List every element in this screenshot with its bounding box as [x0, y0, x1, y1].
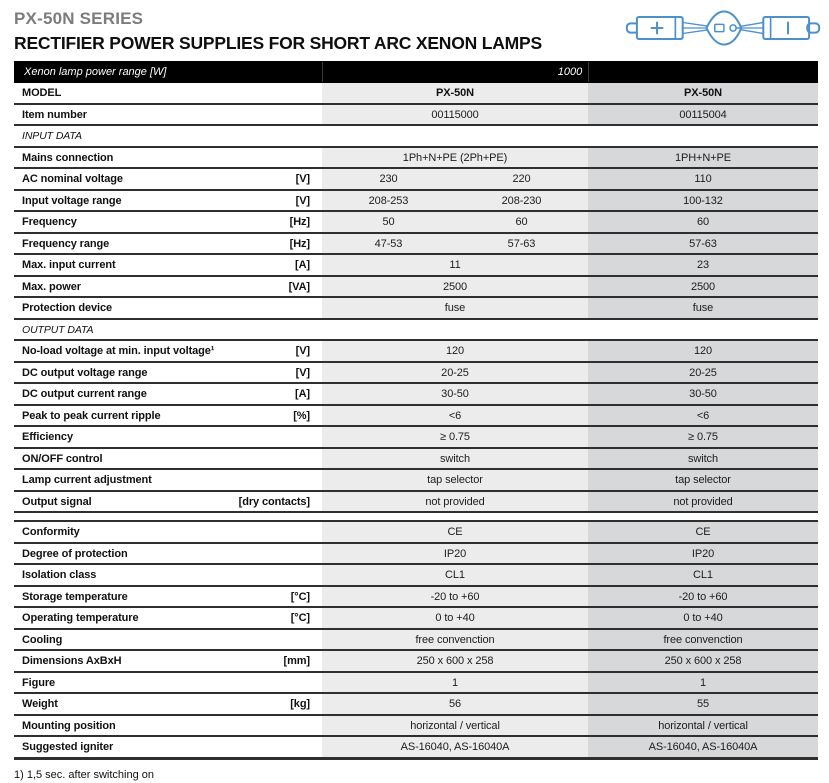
table-row — [14, 212, 818, 234]
row-unit: [A] — [295, 388, 310, 400]
row-header — [14, 587, 322, 607]
power-range-label: Xenon lamp power range [W] — [24, 66, 167, 79]
row-header — [14, 234, 322, 254]
row-unit: [dry contacts] — [238, 495, 310, 508]
table-row — [14, 449, 818, 471]
cell-value: 1 — [322, 673, 588, 693]
table-row — [14, 492, 818, 514]
row-label: ON/OFF control — [22, 452, 103, 465]
footnote: 1) 1,5 sec. after switching on — [14, 768, 155, 781]
cell-value: CE — [322, 522, 588, 542]
table-row — [14, 234, 818, 256]
cell-value: 2500 — [322, 277, 588, 297]
row-label: Output signal — [22, 495, 92, 508]
section-label: OUTPUT DATA — [22, 323, 94, 336]
cell-value: free convenction — [588, 630, 818, 650]
cell-value: 20-25 — [322, 363, 588, 383]
row-label: Storage temperature — [22, 590, 128, 603]
cell-value: AS-16040, AS-16040A — [588, 737, 818, 757]
table-row — [14, 83, 818, 105]
cell-value: 00115000 — [322, 105, 588, 125]
table-row — [14, 587, 818, 609]
cell-value: IP20 — [588, 544, 818, 564]
cell-value: not provided — [322, 492, 588, 512]
power-range-value: 1000 — [557, 66, 583, 79]
row-header — [14, 522, 322, 542]
cell-value: 47-53 — [322, 234, 455, 254]
row-header — [14, 716, 322, 736]
table-row — [14, 565, 818, 587]
cell-value: CE — [588, 522, 818, 542]
table-row — [14, 169, 818, 191]
row-header — [14, 544, 322, 564]
section-row — [14, 126, 818, 148]
table-row — [14, 427, 818, 449]
cell-value: <6 — [588, 406, 818, 426]
cell-value: 208-253 — [322, 191, 455, 211]
cell-value: switch — [588, 449, 818, 469]
row-label: Dimensions AxBxH — [22, 655, 122, 667]
section-row — [14, 320, 818, 342]
table-row — [14, 341, 818, 363]
cell-value: 100-132 — [588, 191, 818, 211]
row-label: Max. input current — [22, 259, 116, 271]
row-unit: [°C] — [290, 612, 310, 624]
row-label: DC output voltage range — [22, 366, 148, 379]
row-header — [14, 277, 322, 297]
row-unit: [mm] — [283, 655, 310, 667]
cell-value: horizontal / vertical — [588, 716, 818, 736]
xenon-lamp-icon — [625, 7, 821, 49]
row-label: Mains connection — [22, 151, 114, 164]
cell-value: ≥ 0.75 — [588, 427, 818, 447]
table-row — [14, 470, 818, 492]
cell-value: CL1 — [588, 565, 818, 585]
cell-value: 250 x 600 x 258 — [588, 651, 818, 671]
row-unit: [Hz] — [289, 216, 310, 228]
table-row — [14, 298, 818, 320]
spec-table — [14, 83, 818, 760]
row-label: Max. power — [22, 280, 81, 293]
row-unit: [%] — [293, 409, 310, 422]
cell-value: AS-16040, AS-16040A — [322, 737, 588, 757]
table-row — [14, 716, 818, 738]
row-header — [14, 651, 322, 671]
row-header — [14, 148, 322, 168]
row-label: Protection device — [22, 302, 112, 314]
row-label: Efficiency — [22, 431, 73, 443]
row-header — [14, 212, 322, 232]
row-label: Degree of protection — [22, 547, 128, 560]
cell-value: 220 — [455, 169, 588, 189]
cell-value: free convenction — [322, 630, 588, 650]
row-label: Conformity — [22, 526, 80, 538]
row-unit: [V] — [295, 345, 310, 357]
row-header — [14, 492, 322, 512]
table-row — [14, 673, 818, 695]
row-unit: [kg] — [290, 698, 310, 710]
row-label: MODEL — [22, 87, 62, 99]
row-header — [14, 105, 322, 125]
row-header — [14, 694, 322, 714]
row-header — [14, 427, 322, 447]
cell-value: 1PH+N+PE — [588, 148, 818, 168]
row-unit: [V] — [295, 194, 310, 207]
table-row — [14, 608, 818, 630]
row-header — [14, 384, 322, 404]
row-label: AC nominal voltage — [22, 173, 123, 185]
cell-value: 56 — [322, 694, 588, 714]
row-header — [14, 737, 322, 757]
cell-value: -20 to +60 — [588, 587, 818, 607]
row-unit: [A] — [295, 259, 310, 271]
cell-value: 30-50 — [322, 384, 588, 404]
cell-value: 11 — [322, 255, 588, 275]
table-row — [14, 191, 818, 213]
row-label: Item number — [22, 108, 87, 121]
row-label: Input voltage range — [22, 194, 122, 207]
cell-value: 1 — [588, 673, 818, 693]
row-unit: [Hz] — [289, 237, 310, 250]
row-unit: [°C] — [290, 590, 310, 603]
cell-value: IP20 — [322, 544, 588, 564]
cell-value: 230 — [322, 169, 455, 189]
cell-value: 57-63 — [455, 234, 588, 254]
cell-value: CL1 — [322, 565, 588, 585]
cell-value: 0 to +40 — [322, 608, 588, 628]
row-unit: [VA] — [288, 280, 310, 293]
cell-value: 110 — [588, 169, 818, 189]
cell-value: ≥ 0.75 — [322, 427, 588, 447]
cell-value: not provided — [588, 492, 818, 512]
row-label: Lamp current adjustment — [22, 474, 152, 486]
table-row — [14, 651, 818, 673]
cell-value: 57-63 — [588, 234, 818, 254]
row-label: Suggested igniter — [22, 741, 114, 753]
cell-value: switch — [322, 449, 588, 469]
table-row — [14, 737, 818, 760]
row-header — [14, 298, 322, 318]
series-title: PX-50N SERIES — [14, 9, 144, 28]
table-row — [14, 363, 818, 385]
section-label: INPUT DATA — [22, 130, 82, 142]
power-range-bar — [14, 61, 818, 83]
table-row — [14, 148, 818, 170]
row-header — [14, 565, 322, 585]
cell-value: 60 — [455, 212, 588, 232]
row-label: Isolation class — [22, 569, 97, 581]
row-label: No-load voltage at min. input voltage¹ — [22, 345, 215, 357]
cell-value: horizontal / vertical — [322, 716, 588, 736]
bar-divider — [588, 62, 589, 82]
cell-value: tap selector — [322, 470, 588, 490]
cell-value: 120 — [322, 341, 588, 361]
cell-value: 30-50 — [588, 384, 818, 404]
row-label: Weight — [22, 698, 58, 710]
cell-value: tap selector — [588, 470, 818, 490]
cell-value: <6 — [322, 406, 588, 426]
row-label: Cooling — [22, 633, 63, 646]
row-header — [14, 83, 322, 103]
table-row — [14, 105, 818, 127]
cell-value: fuse — [588, 298, 818, 318]
table-row — [14, 384, 818, 406]
cell-value: 250 x 600 x 258 — [322, 651, 588, 671]
table-row — [14, 630, 818, 652]
page-title: RECTIFIER POWER SUPPLIES FOR SHORT ARC XENON LAMPS — [14, 33, 542, 54]
row-label: Frequency range — [22, 237, 110, 250]
cell-value: 23 — [588, 255, 818, 275]
row-header — [14, 630, 322, 650]
table-row — [14, 522, 818, 544]
row-header — [14, 341, 322, 361]
cell-value: 0 to +40 — [588, 608, 818, 628]
cell-value: fuse — [322, 298, 588, 318]
cell-value: 00115004 — [588, 105, 818, 125]
table-row — [14, 255, 818, 277]
row-header — [14, 673, 322, 693]
cell-value: 55 — [588, 694, 818, 714]
cell-value: 20-25 — [588, 363, 818, 383]
row-header — [14, 255, 322, 275]
row-unit: [V] — [295, 173, 310, 185]
row-header — [14, 169, 322, 189]
bar-divider — [322, 62, 323, 82]
row-label: Figure — [22, 676, 56, 689]
table-row — [14, 694, 818, 716]
spacer-row — [14, 513, 818, 522]
row-label: DC output current range — [22, 388, 147, 400]
row-unit: [V] — [295, 366, 310, 379]
table-row — [14, 544, 818, 566]
row-label: Peak to peak current ripple — [22, 409, 161, 422]
row-header — [14, 406, 322, 426]
row-header — [14, 191, 322, 211]
row-label: Operating temperature — [22, 612, 139, 624]
cell-value: 1Ph+N+PE (2Ph+PE) — [322, 148, 588, 168]
cell-value: 60 — [588, 212, 818, 232]
cell-value: 2500 — [588, 277, 818, 297]
row-label: Frequency — [22, 216, 77, 228]
table-row — [14, 277, 818, 299]
row-header — [14, 470, 322, 490]
cell-value: PX-50N — [588, 83, 818, 103]
cell-value: -20 to +60 — [322, 587, 588, 607]
cell-value: PX-50N — [322, 83, 588, 103]
cell-value: 50 — [322, 212, 455, 232]
row-label: Mounting position — [22, 719, 116, 732]
table-row — [14, 406, 818, 428]
row-header — [14, 449, 322, 469]
cell-value: 120 — [588, 341, 818, 361]
cell-value: 208-230 — [455, 191, 588, 211]
row-header — [14, 363, 322, 383]
row-header — [14, 608, 322, 628]
